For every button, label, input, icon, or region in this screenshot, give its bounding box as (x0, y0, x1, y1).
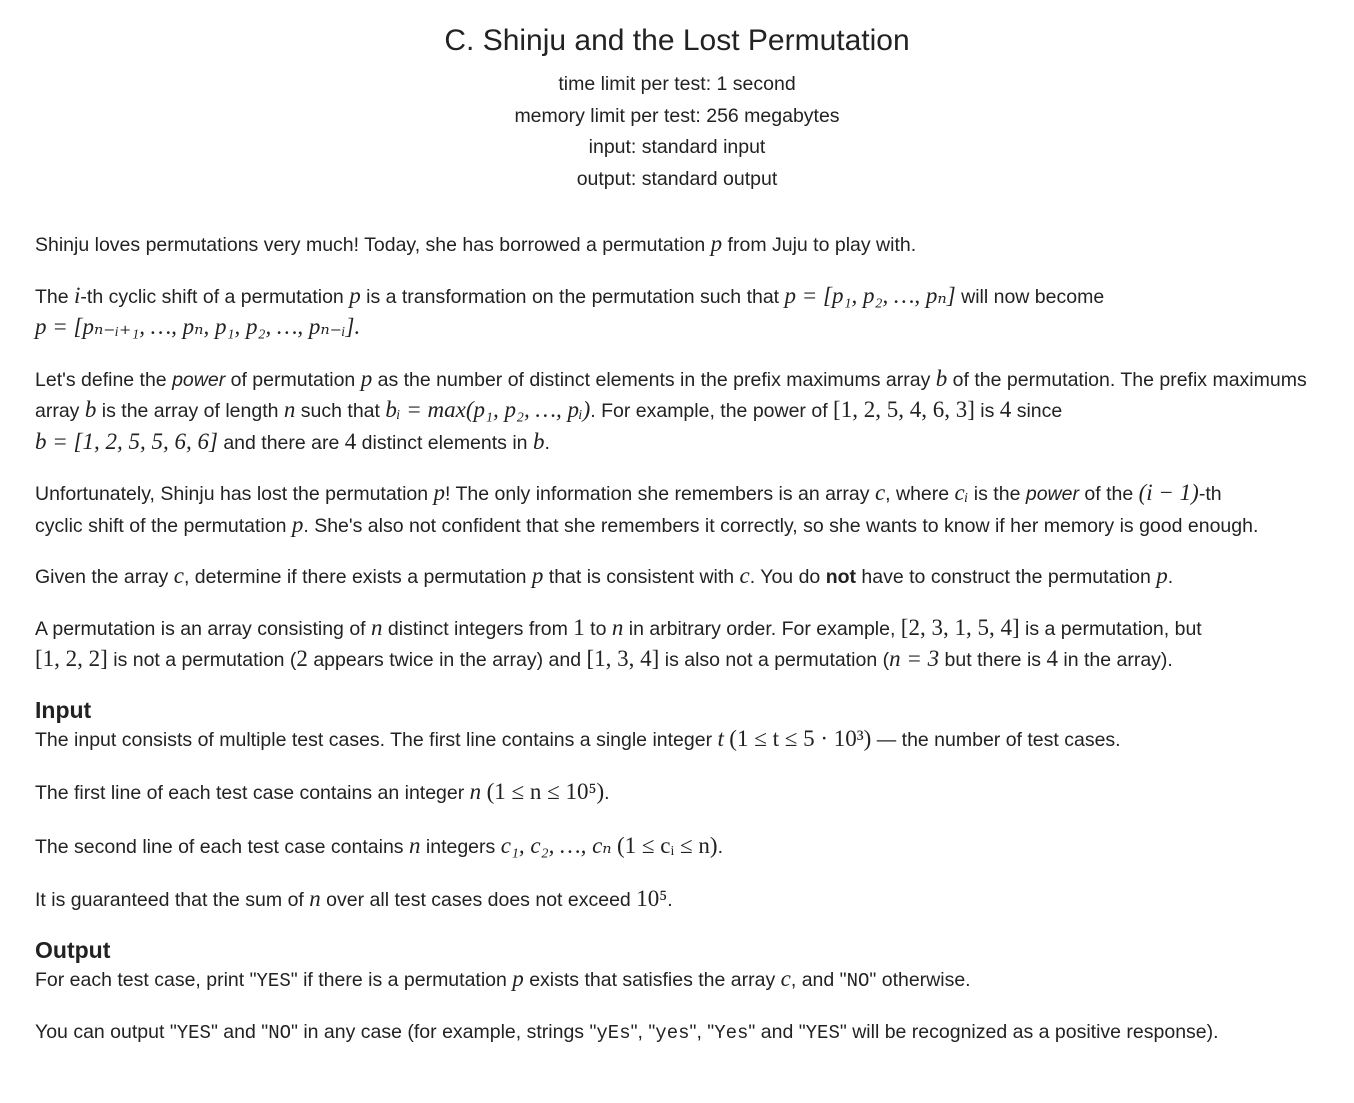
problem-title: C. Shinju and the Lost Permutation (444, 24, 910, 57)
output-file: output: standard output (576, 167, 778, 190)
output-paragraph-2: You can output "YES" and "NO" in any case (for example, strings "yEs", "yes", "Yes" and "YES" will be recognized as a positive response). (35, 1021, 1219, 1045)
input-paragraph-2: The first line of each test case contains an integer n (1 ≤ n ≤ 10⁵). (35, 779, 610, 805)
input-paragraph-1: The input consists of multiple test cases. The first line contains a single integer t (1 ≤ t ≤ 5 · 10³) — the number of test cases. (35, 725, 1121, 751)
statement-paragraph-3: Let's define the power of permutation p as the number of distinct elements in the prefix maximums array b of the permutation. The prefix maximums array b is the array of length n such that bᵢ = max(p₁, p₂, …, pᵢ). For example, the power of [1, 2, 5, 4, 6, 3] is 4 since b = [1, 2, 5, 5, 6, 6] and there are 4 distinct elements in b. (35, 365, 1307, 454)
statement-paragraph-6: A permutation is an array consisting of n distinct integers from 1 to n in arbitrary order. For example, [2, 3, 1, 5, 4] is a permutation, but [1, 2, 2] is not a permutation (2 appears twice in the array) and [1, 3, 4] is also not a permutation (n = 3 but there is 4 in the array). (35, 614, 1202, 672)
problem-header (0, 0, 1354, 195)
statement-paragraph-2: The i-th cyclic shift of a permutation p is a transformation on the permutation such that p = [p₁, p₂, …, pₙ] will now become p = [pₙ₋ᵢ₊₁, …, pₙ, p₁, p₂, …, pₙ₋ᵢ]. (35, 282, 1105, 340)
input-file: input: standard input (588, 136, 766, 159)
input-heading: Input (35, 696, 92, 723)
input-paragraph-4: It is guaranteed that the sum of n over all test cases does not exceed 10⁵. (35, 886, 673, 912)
statement-paragraph-4: Unfortunately, Shinju has lost the permutation p! The only information she remembers is an array c, where cᵢ is the power of the (i − 1)-th cyclic shift of the permutation p. She's also not confident that she remembers it correctly, so she wants to know if her memory is good enough. (35, 480, 1259, 537)
statement-paragraph-1: Shinju loves permutations very much! Today, she has borrowed a permutation p from Juju to play with. (35, 231, 917, 257)
output-heading: Output (35, 936, 111, 963)
statement-paragraph-5: Given the array c, determine if there exists a permutation p that is consistent with c. You do not have to construct the permutation p. (35, 563, 1174, 589)
input-paragraph-3: The second line of each test case contains n integers c₁, c₂, …, cₙ (1 ≤ cᵢ ≤ n). (35, 832, 723, 858)
memory-limit: memory limit per test: 256 megabytes (514, 104, 840, 127)
output-paragraph-1: For each test case, print "YES" if there is a permutation p exists that satisfies the array c, and "NO" otherwise. (35, 965, 971, 992)
time-limit: time limit per test: 1 second (558, 73, 796, 95)
